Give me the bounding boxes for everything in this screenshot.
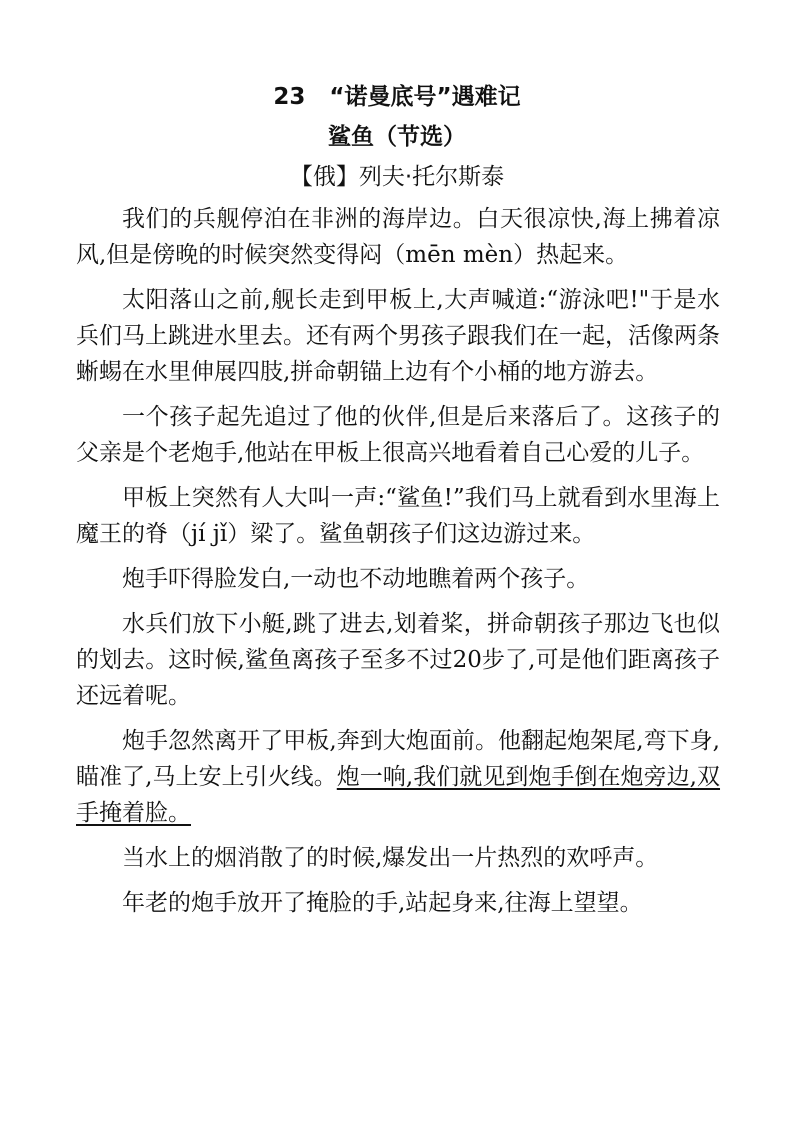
underlined-sentence: 炮一响,我们就见到炮手倒在炮旁边,双手掩着脸。 (76, 764, 721, 826)
paragraph-8: 当水上的烟消散了的时候,爆发出一片热烈的欢呼声。 (122, 845, 659, 871)
excerpt-subtitle: 鲨鱼（节选） (328, 124, 466, 150)
story-body (76, 201, 720, 930)
paragraph-2: 太阳落山之前,舰长走到甲板上,大声喊道:“游泳吧!"于是水兵们马上跳进水里去。还有两个男孩子跟我们在一起，活像两条蜥蜴在水里伸展四肢,拼命朝锚上边有个小桶的地方游去。 (76, 287, 720, 385)
paragraph-7-text: 炮手忽然离开了甲板,奔到大炮面前。他翻起炮架尾,弯下身,瞄准了,马上安上引火线。 (76, 728, 720, 790)
paragraph-1: 我们的兵舰停泊在非洲的海岸边。白天很凉快,海上拂着凉风,但是傍晚的时候突然变得闷（mēn mèn）热起来。 (76, 206, 720, 268)
paragraph-3: 一个孩子起先追过了他的伙伴,但是后来落后了。这孩子的父亲是个老炮手,他站在甲板上很高兴地看着自己心爱的儿子。 (76, 404, 720, 466)
paragraph-5: 炮手吓得脸发白,一动也不动地瞧着两个孩子。 (122, 566, 590, 592)
paragraph-4: 甲板上突然有人大叫一声:“鲨鱼!”我们马上就看到水里海上魔王的脊（jí jǐ）梁了。鲨鱼朝孩子们这边游过来。 (76, 485, 720, 547)
paragraph-9: 年老的炮手放开了掩脸的手,站起身来,往海上望望。 (122, 890, 643, 916)
author-line: 【俄】列夫·托尔斯泰 (289, 164, 505, 190)
lesson-title: 23 “诺曼底号”遇难记 (273, 84, 521, 110)
paragraph-6: 水兵们放下小艇,跳了进去,划着桨，拼命朝孩子那边飞也似的划去。这时候,鲨鱼离孩子至多不过20步了,可是他们距离孩子还远着呢。 (76, 611, 720, 709)
paragraph-7 (76, 723, 720, 831)
